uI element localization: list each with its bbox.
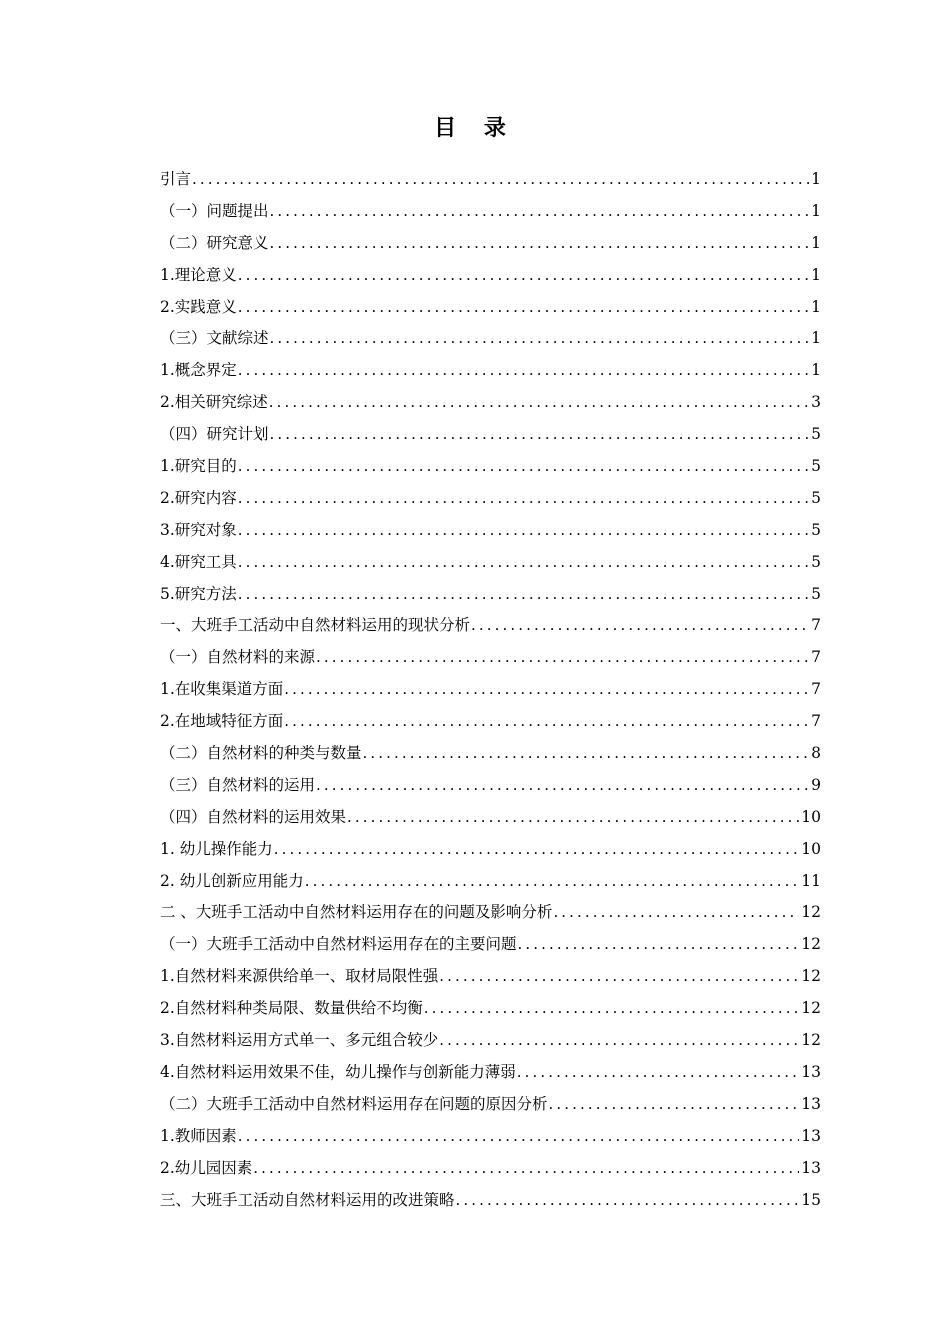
toc-page-number: 5 <box>811 520 821 539</box>
toc-leader-dots <box>270 323 810 355</box>
toc-entry[interactable] <box>160 196 821 228</box>
toc-page-number: 1 <box>811 297 821 316</box>
toc-entry[interactable] <box>160 1025 821 1057</box>
toc-entry-text: 4.自然材料运用效果不佳，幼儿操作与创新能力薄弱 <box>160 1062 516 1081</box>
toc-entry-text: （二）研究意义 <box>160 233 269 252</box>
toc-entry-text: 引言 <box>160 170 192 188</box>
toc-entry[interactable] <box>160 802 821 834</box>
toc-page-number: 8 <box>811 744 821 763</box>
toc-page-number: 13 <box>801 1062 821 1081</box>
toc-entry[interactable] <box>160 993 821 1025</box>
toc-entry[interactable] <box>160 1185 821 1217</box>
toc-entry[interactable] <box>160 1153 821 1185</box>
toc-leader-dots <box>238 515 809 547</box>
toc-entry-text: 二 、大班手工活动中自然材料运用存在的问题及影响分析 <box>160 903 553 922</box>
toc-page-number: 1 <box>811 329 821 348</box>
toc-entry-text: （四）研究计划 <box>160 425 269 444</box>
toc-page-number: 13 <box>801 1126 821 1145</box>
toc-leader-dots <box>253 1153 799 1185</box>
toc-leader-dots <box>517 1057 799 1089</box>
toc-entry-text: 1.教师因素 <box>160 1126 237 1145</box>
table-of-contents <box>160 164 821 1216</box>
toc-entry[interactable] <box>160 642 821 674</box>
toc-entry[interactable] <box>160 323 821 355</box>
toc-entry[interactable] <box>160 579 821 611</box>
toc-entry-text: 3.自然材料运用方式单一、多元组合较少 <box>160 1031 439 1050</box>
toc-leader-dots <box>238 451 809 483</box>
toc-entry[interactable] <box>160 866 821 898</box>
toc-leader-dots <box>238 260 809 292</box>
toc-entry[interactable] <box>160 547 821 579</box>
toc-entry-text: 1.研究目的 <box>160 457 237 476</box>
toc-leader-dots <box>549 1089 800 1121</box>
toc-page-number: 11 <box>801 871 821 890</box>
toc-leader-dots <box>270 419 810 451</box>
toc-entry-text: 2.研究内容 <box>160 488 237 507</box>
toc-leader-dots <box>238 483 809 515</box>
toc-page-number: 7 <box>811 680 821 699</box>
toc-entry-text: （一）自然材料的来源 <box>160 648 316 667</box>
toc-page-number: 13 <box>801 1094 821 1113</box>
toc-entry[interactable] <box>160 228 821 260</box>
toc-entry[interactable] <box>160 387 821 419</box>
toc-entry-text: 三、大班手工活动自然材料运用的改进策略 <box>160 1190 455 1209</box>
toc-entry[interactable] <box>160 897 821 929</box>
toc-page-number: 15 <box>801 1190 821 1209</box>
toc-entry[interactable] <box>160 483 821 515</box>
toc-leader-dots <box>238 355 809 387</box>
toc-page-number: 12 <box>801 935 821 954</box>
toc-entry[interactable] <box>160 610 821 642</box>
toc-page-number: 5 <box>811 584 821 603</box>
toc-entry-text: 2.在地域特征方面 <box>160 712 284 731</box>
toc-leader-dots <box>316 642 809 674</box>
toc-leader-dots <box>553 897 799 929</box>
toc-leader-dots <box>471 610 809 642</box>
toc-page-number: 12 <box>801 903 821 922</box>
toc-entry[interactable] <box>160 1089 821 1121</box>
toc-entry[interactable] <box>160 961 821 993</box>
toc-leader-dots <box>284 706 809 738</box>
toc-entry-text: 2. 幼儿创新应用能力 <box>160 871 304 890</box>
toc-page-number: 5 <box>811 457 821 476</box>
toc-entry-text: 4.研究工具 <box>160 552 237 571</box>
toc-entry-text: 1. 幼儿操作能力 <box>160 839 273 858</box>
toc-leader-dots <box>347 802 799 834</box>
toc-entry-text: 1.在收集渠道方面 <box>160 680 284 699</box>
toc-page-number: 3 <box>811 393 821 412</box>
toc-leader-dots <box>284 674 809 706</box>
toc-entry-text: （四）自然材料的运用效果 <box>160 807 347 826</box>
toc-page-number: 12 <box>801 999 821 1018</box>
toc-leader-dots <box>238 579 809 611</box>
toc-leader-dots <box>316 770 809 802</box>
toc-entry-text: 3.研究对象 <box>160 520 237 539</box>
toc-entry-text: 1.理论意义 <box>160 265 237 284</box>
toc-leader-dots <box>192 164 809 196</box>
toc-page-number: 9 <box>811 775 821 794</box>
toc-entry[interactable] <box>160 292 821 324</box>
toc-entry-text: （二）自然材料的种类与数量 <box>160 744 362 763</box>
toc-leader-dots <box>270 228 810 260</box>
toc-entry-text: 2.自然材料种类局限、数量供给不均衡 <box>160 999 423 1018</box>
toc-entry-text: 一、大班手工活动中自然材料运用的现状分析 <box>160 616 471 635</box>
toc-entry-text: （三）文献综述 <box>160 329 269 348</box>
toc-entry-text: （二）大班手工活动中自然材料运用存在问题的原因分析 <box>160 1094 548 1113</box>
toc-leader-dots <box>424 993 799 1025</box>
toc-leader-dots <box>238 1121 799 1153</box>
toc-entry-text: 2.相关研究综述 <box>160 393 268 412</box>
toc-leader-dots <box>363 738 810 770</box>
toc-leader-dots <box>456 1185 800 1217</box>
toc-page-number: 10 <box>801 839 821 858</box>
toc-page-number: 5 <box>811 552 821 571</box>
toc-leader-dots <box>269 387 809 419</box>
toc-leader-dots <box>305 866 800 898</box>
toc-entry-text: 2.实践意义 <box>160 297 237 316</box>
toc-leader-dots <box>270 196 810 228</box>
toc-entry[interactable] <box>160 1057 821 1089</box>
toc-entry[interactable] <box>160 515 821 547</box>
toc-entry[interactable] <box>160 164 821 196</box>
toc-page-number: 1 <box>811 361 821 380</box>
toc-leader-dots <box>439 1025 799 1057</box>
toc-leader-dots <box>274 834 800 866</box>
toc-entry-text: （一）大班手工活动中自然材料运用存在的主要问题 <box>160 935 517 954</box>
toc-page-number: 1 <box>811 170 821 188</box>
toc-entry[interactable] <box>160 738 821 770</box>
toc-entry[interactable] <box>160 260 821 292</box>
toc-leader-dots <box>238 292 809 324</box>
toc-page-number: 12 <box>801 1031 821 1050</box>
toc-page-number: 12 <box>801 967 821 986</box>
toc-entry-text: （一）问题提出 <box>160 201 269 220</box>
toc-leader-dots <box>439 961 799 993</box>
toc-entry[interactable] <box>160 834 821 866</box>
toc-page-number: 7 <box>811 648 821 667</box>
toc-title: 目 录 <box>434 116 516 141</box>
toc-entry[interactable] <box>160 674 821 706</box>
toc-page-number: 13 <box>801 1158 821 1177</box>
toc-entry[interactable] <box>160 929 821 961</box>
toc-entry[interactable] <box>160 706 821 738</box>
toc-page-number: 5 <box>811 488 821 507</box>
toc-entry-text: 1.自然材料来源供给单一、取材局限性强 <box>160 967 439 986</box>
toc-page-number: 1 <box>811 233 821 252</box>
toc-page-number: 1 <box>811 265 821 284</box>
toc-entry-text: （三）自然材料的运用 <box>160 775 316 794</box>
toc-entry[interactable] <box>160 419 821 451</box>
toc-entry-text: 2.幼儿园因素 <box>160 1158 253 1177</box>
toc-leader-dots <box>238 547 809 579</box>
toc-entry[interactable] <box>160 355 821 387</box>
toc-entry[interactable] <box>160 1121 821 1153</box>
toc-leader-dots <box>518 929 800 961</box>
toc-entry[interactable] <box>160 451 821 483</box>
toc-page-number: 5 <box>811 425 821 444</box>
toc-entry[interactable] <box>160 770 821 802</box>
toc-entry-text: 1.概念界定 <box>160 361 237 380</box>
toc-page-number: 7 <box>811 616 821 635</box>
toc-page-number: 10 <box>801 807 821 826</box>
toc-page-number: 1 <box>811 201 821 220</box>
toc-entry-text: 5.研究方法 <box>160 584 237 603</box>
toc-page-number: 7 <box>811 712 821 731</box>
